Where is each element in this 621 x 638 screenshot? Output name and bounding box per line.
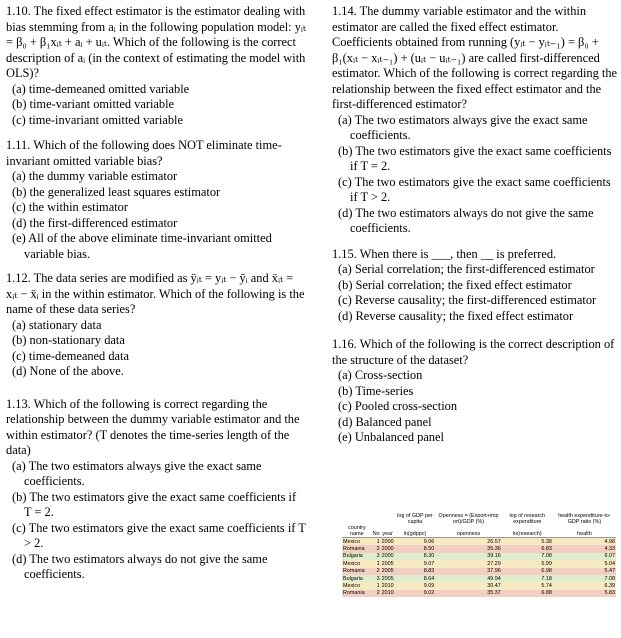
table-cell: 8.64 [395,575,436,582]
table-cell: Bulgaria [342,553,372,560]
option: (a) Serial correlation; the first-differenced estimator [338,262,595,276]
right-column [332,4,617,446]
option: (c) time-demeaned data [12,348,129,363]
table-cell: Romania [342,590,372,597]
question-1-10 [6,4,306,128]
table-cell: 4.98 [553,538,616,546]
table-header-row [342,525,616,538]
table-cell: 5.47 [553,568,616,575]
table-cell: Mexico [342,560,372,567]
table-cell: 4.33 [553,545,616,552]
table-cell: 2000 [381,538,394,545]
table-cell: 2010 [381,583,394,590]
option: (e) All of the above eliminate time-invariant omitted variable bias. [12,231,272,261]
option: (d) The two estimators always do not give the same coefficients. [12,551,268,581]
option: (c) the within estimator [12,200,128,214]
table-header-cell: log of research expenditure [502,513,553,525]
table-cell: 6.88 [502,590,553,597]
table-header-cell [372,513,381,525]
left-column [6,4,306,583]
table-cell: 35.36 [435,545,501,552]
table-cell: 9.09 [395,582,436,589]
option: (e) Unbalanced panel [338,430,444,444]
table-cell: 2005 [381,568,394,575]
question-1-13 [6,397,306,583]
option: (c) Reverse causality; the first-differenced estimator [338,293,597,307]
table-row [342,538,616,546]
option: (b) The two estimators give the exact same coefficients if T = 2. [12,489,297,519]
table-cell: 1 [372,560,381,567]
table-cell: 6.83 [502,545,553,552]
table-cell: 2005 [381,560,394,567]
table-cell: Romania [342,545,372,552]
option: (a) The two estimators always give the exact same coefficients. [338,112,588,142]
table-row [342,590,616,597]
option: (b) Time-series [338,383,414,398]
table-cell: 7.08 [502,553,553,560]
table-cell: 6.98 [502,568,553,575]
table-header-cell: country name [342,525,372,538]
table-header-row [342,513,616,525]
option: (b) non-stationary data [12,333,125,347]
table-cell: 2000 [381,546,394,553]
table-row [342,553,616,560]
option: (c) The two estimators give the exact same coefficients if T > 2. [12,520,306,550]
question-1-16 [332,337,617,446]
table-header-cell [381,513,395,525]
question-stem: 1.10. The fixed effect estimator is the estimator dealing with bias stemming from aᵢ in the following population model: yᵢₜ = β₀ + β₁xᵢₜ + aᵢ + uᵢₜ. Which of the following is the correct description of aᵢ (in the context of estimating the model with OLS)? [6,4,306,80]
table-cell: 3 [372,575,381,582]
table-header-cell: ln(gdppc) [395,525,436,538]
table-cell: 37.96 [435,568,501,575]
option: (a) time-demeaned omitted variable [12,81,190,96]
dataset-table [342,513,616,597]
option: (c) The two estimators give the exact same coefficients if T > 2. [338,174,611,204]
table-header-cell: log of GDP per capita [395,513,436,525]
table-cell: 5.83 [553,590,616,597]
table-cell: Mexico [342,538,372,546]
table-cell: 2010 [381,590,394,597]
table-header-cell: health expenditure-to-GDP ratio (%) [553,513,616,525]
table-row [342,582,616,589]
question-stem: 1.16. Which of the following is the correct description of the structure of the dataset? [332,337,615,367]
table-cell: 5.38 [502,538,553,546]
option: (d) the first-differenced estimator [12,215,178,230]
table-cell: 39.16 [435,553,501,560]
option: (a) Cross-section [338,368,423,382]
table-cell: Mexico [342,582,372,589]
option: (b) time-variant omitted variable [12,97,175,111]
table-header-cell: health [553,525,616,538]
table-cell: 9.06 [395,538,436,546]
question-1-12 [6,271,306,380]
option: (c) time-invariant omitted variable [12,112,183,127]
table-cell: 49.94 [435,575,501,582]
table-cell: 30.47 [435,582,501,589]
table-header-cell [342,513,372,525]
option: (b) Serial correlation; the fixed effect estimator [338,277,572,292]
option: (d) Reverse causality; the fixed effect estimator [338,308,574,323]
table-cell: 2 [372,590,381,597]
option: (d) None of the above. [12,364,124,378]
table-cell: Bulgaria [342,575,372,582]
table-cell: 1 [372,582,381,589]
table-cell: 8.50 [395,545,436,552]
option: (c) Pooled cross-section [338,399,458,413]
table-cell: 35.37 [435,590,501,597]
question-1-11 [6,138,306,262]
table-cell: 6.07 [553,553,616,560]
table-row [342,575,616,582]
option: (d) The two estimators always do not give the same coefficients. [338,205,594,235]
option: (a) stationary data [12,317,102,332]
table-cell: 9.02 [395,590,436,597]
option: (a) the dummy variable estimator [12,169,178,183]
table-cell: Romania [342,568,372,575]
table-cell: 2000 [381,553,394,560]
table-cell: 2005 [381,575,394,582]
table-cell: 1 [372,538,381,546]
table-cell: 5.74 [502,582,553,589]
table-header-cell: openness [435,525,501,538]
option: (b) the generalized least squares estimator [12,184,221,199]
option: (d) Balanced panel [338,414,432,429]
table-row [342,568,616,575]
table-row [342,560,616,567]
table-header-cell: ln(research) [502,525,553,538]
question-stem: 1.11. Which of the following does NOT eliminate time-invariant omitted variable bias? [6,138,282,168]
option: (a) The two estimators always give the exact same coefficients. [12,458,262,488]
table-cell: 9.07 [395,560,436,567]
table-cell: 26.57 [435,538,501,546]
table-header-cell: year [381,525,395,538]
option: (b) The two estimators give the exact same coefficients if T = 2. [338,143,612,173]
table-cell: 5.99 [502,560,553,567]
table-cell: 8.83 [395,568,436,575]
question-stem: 1.15. When there is ___, then __ is preferred. [332,246,557,261]
table-cell: 27.29 [435,560,501,567]
table-header-cell: Openness = (Export+imp ort)/GDP (%) [435,513,501,525]
question-1-14 [332,4,617,237]
table-row [342,545,616,552]
table-cell: 7.18 [502,575,553,582]
table-cell: 5.04 [553,560,616,567]
table-header-cell: No [372,525,381,538]
question-stem: 1.14. The dummy variable estimator and the within estimator are called the fixed effect estimator. Coefficients obtained from running (yᵢₜ − yᵢₜ₋₁) = β₀ + β₁(xᵢₜ − xᵢₜ₋₁) + (uᵢₜ − uᵢₜ₋₁) are called first-differenced estimator. Which of the following is correct regarding the relationship between the fixed effect estimator and the first-differenced estimator? [332,4,618,111]
table-cell: 2 [372,568,381,575]
table-cell: 7.08 [553,575,616,582]
question-stem: 1.13. Which of the following is correct regarding the relationship between the dummy variable estimator and the within estimator? (T denotes the time-series length of the data) [6,396,300,457]
table-cell: 6.39 [553,582,616,589]
question-stem: 1.12. The data series are modified as ÿᵢₜ = yᵢₜ − ȳᵢ and ẍᵢₜ = xᵢₜ − x̄ᵢ in the within estimator. Which of the following is the name of these data series? [6,271,305,316]
table-cell: 3 [372,553,381,560]
table-cell: 8.30 [395,553,436,560]
table-cell: 2 [372,545,381,552]
question-1-15 [332,247,617,325]
